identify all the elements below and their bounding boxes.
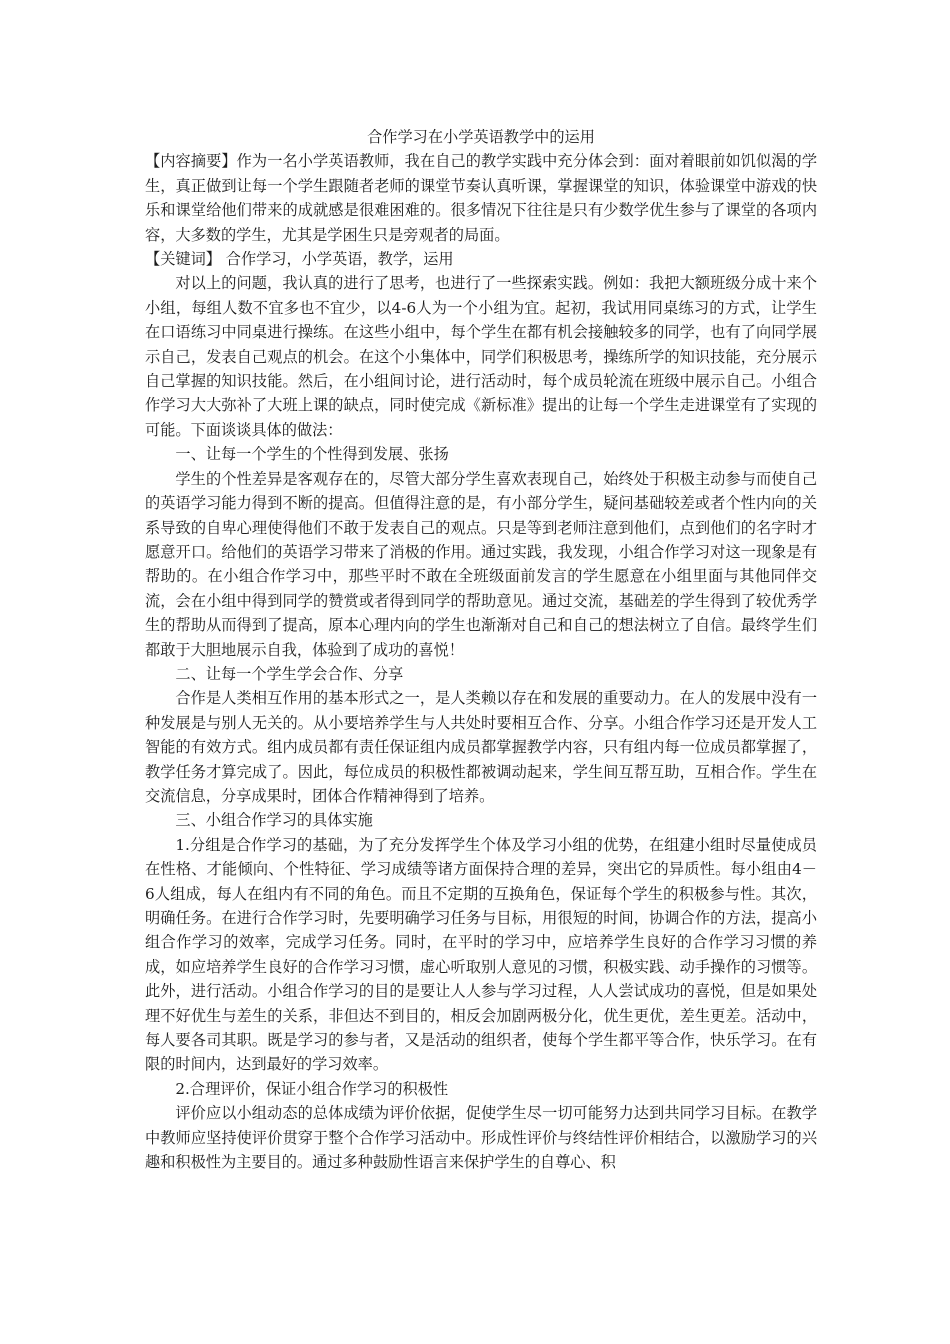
- keywords-line: 【关键词】 合作学习，小学英语，教学，运用: [145, 250, 454, 269]
- section-3-heading: 三、小组合作学习的具体实施: [175, 811, 373, 830]
- section-2-heading: 二、让每一个学生学会合作、分享: [175, 664, 404, 683]
- abstract-paragraph: 【内容摘要】作为一名小学英语教师，我在自己的教学实践中充分体会到：面对着眼前如饥似渴的学生，真正做到让每一个学生跟随者老师的课堂节奏认真听课，掌握课堂的知识，体验课堂中游戏的快乐和课堂给他们带来的成就感是很难困难的。很多情况下往往是只有少数学优生参与了课堂的各项内容，大多数的学生，尤其是学困生只是旁观者的局面。: [145, 152, 817, 244]
- intro-paragraph: 对以上的问题，我认真的进行了思考，也进行了一些探索实践。例如：我把大额班级分成十来个小组，每组人数不宜多也不宜少，以4-6人为一个小组为宜。起初，我试用同桌练习的方式，让学生在口语练习中同桌进行操练。在这些小组中，每个学生在都有机会接触较多的同学，也有了向同学展示自己，发表自己观点的机会。在这个小集体中，同学们积极思考，操练所学的知识技能，充分展示自己掌握的知识技能。然后，在小组间讨论，进行活动时，每个成员轮流在班级中展示自己。小组合作学习大大弥补了大班上课的缺点，同时使完成《新标准》提出的让每一个学生走进课堂有了实现的可能。下面谈谈具体的做法：: [145, 274, 817, 439]
- section-3-subheading-2: 2.合理评价，保证小组合作学习的积极性: [175, 1079, 449, 1098]
- document-page: [145, 125, 817, 1174]
- section-2-paragraph: 合作是人类相互作用的基本形式之一，是人类赖以存在和发展的重要动力。在人的发展中没有一种发展是与别人无关的。从小要培养学生与人共处时要相互合作、分享。小组合作学习还是开发人工智能的有效方式。组内成员都有责任保证组内成员都掌握教学内容，只有组内每一位成员都掌握了，教学任务才算完成了。因此，每位成员的积极性都被调动起来，学生间互帮互助，互相合作。学生在交流信息，分享成果时，团体合作精神得到了培养。: [145, 689, 817, 805]
- section-1-heading: 一、让每一个学生的个性得到发展、张扬: [175, 445, 449, 464]
- section-3-sub2-paragraph: 评价应以小组动态的总体成绩为评价依据，促使学生尽一切可能努力达到共同学习目标。在教学中教师应坚持使评价贯穿于整个合作学习活动中。形成性评价与终结性评价相结合，以激励学习的兴趣和积极性为主要目的。通过多种鼓励性语言来保护学生的自尊心、积: [145, 1104, 817, 1172]
- document-title: 合作学习在小学英语教学中的运用: [367, 128, 595, 146]
- section-1-paragraph: 学生的个性差异是客观存在的，尽管大部分学生喜欢表现自己，始终处于积极主动参与而使自己的英语学习能力得到不断的提高。但值得注意的是，有小部分学生，疑问基础较差或者个性内向的关系导致的自卑心理使得他们不敢于发表自己的观点。只是等到老师注意到他们，点到他们的名字时才愿意开口。给他们的英语学习带来了消极的作用。通过实践，我发现，小组合作学习对这一现象是有帮助的。在小组合作学习中，那些平时不敢在全班级面前发言的学生愿意在小组里面与其他同伴交流，会在小组中得到同学的赞赏或者得到同学的帮助意见。通过交流，基础差的学生得到了较优秀学生的帮助从而得到了提高，原本心理内向的学生也渐渐对自己和自己的想法树立了自信。最终学生们都敢于大胆地展示自我，体验到了成功的喜悦！: [145, 469, 817, 659]
- section-3-paragraph: 1.分组是合作学习的基础，为了充分发挥学生个体及学习小组的优势，在组建小组时尽量使成员在性格、才能倾向、个性特征、学习成绩等诸方面保持合理的差异，突出它的异质性。每小组由4－6人组成，每人在组内有不同的角色。而且不定期的互换角色，保证每个学生的积极参与性。其次，明确任务。在进行合作学习时，先要明确学习任务与目标，用很短的时间，协调合作的方法，提高小组合作学习的效率，完成学习任务。同时，在平时的学习中，应培养学生良好的合作学习习惯的养成，如应培养学生良好的合作学习习惯，虚心听取别人意见的习惯，积极实践、动手操作的习惯等。此外，进行活动。小组合作学习的目的是要让人人参与学习过程，人人尝试成功的喜悦，但是如果处理不好优生与差生的关系，非但达不到目的，相反会加剧两极分化，优生更优，差生更差。活动中，每人要各司其职。既是学习的参与者，又是活动的组织者，使每个学生都平等合作，快乐学习。在有限的时间内，达到最好的学习效率。: [145, 835, 817, 1074]
